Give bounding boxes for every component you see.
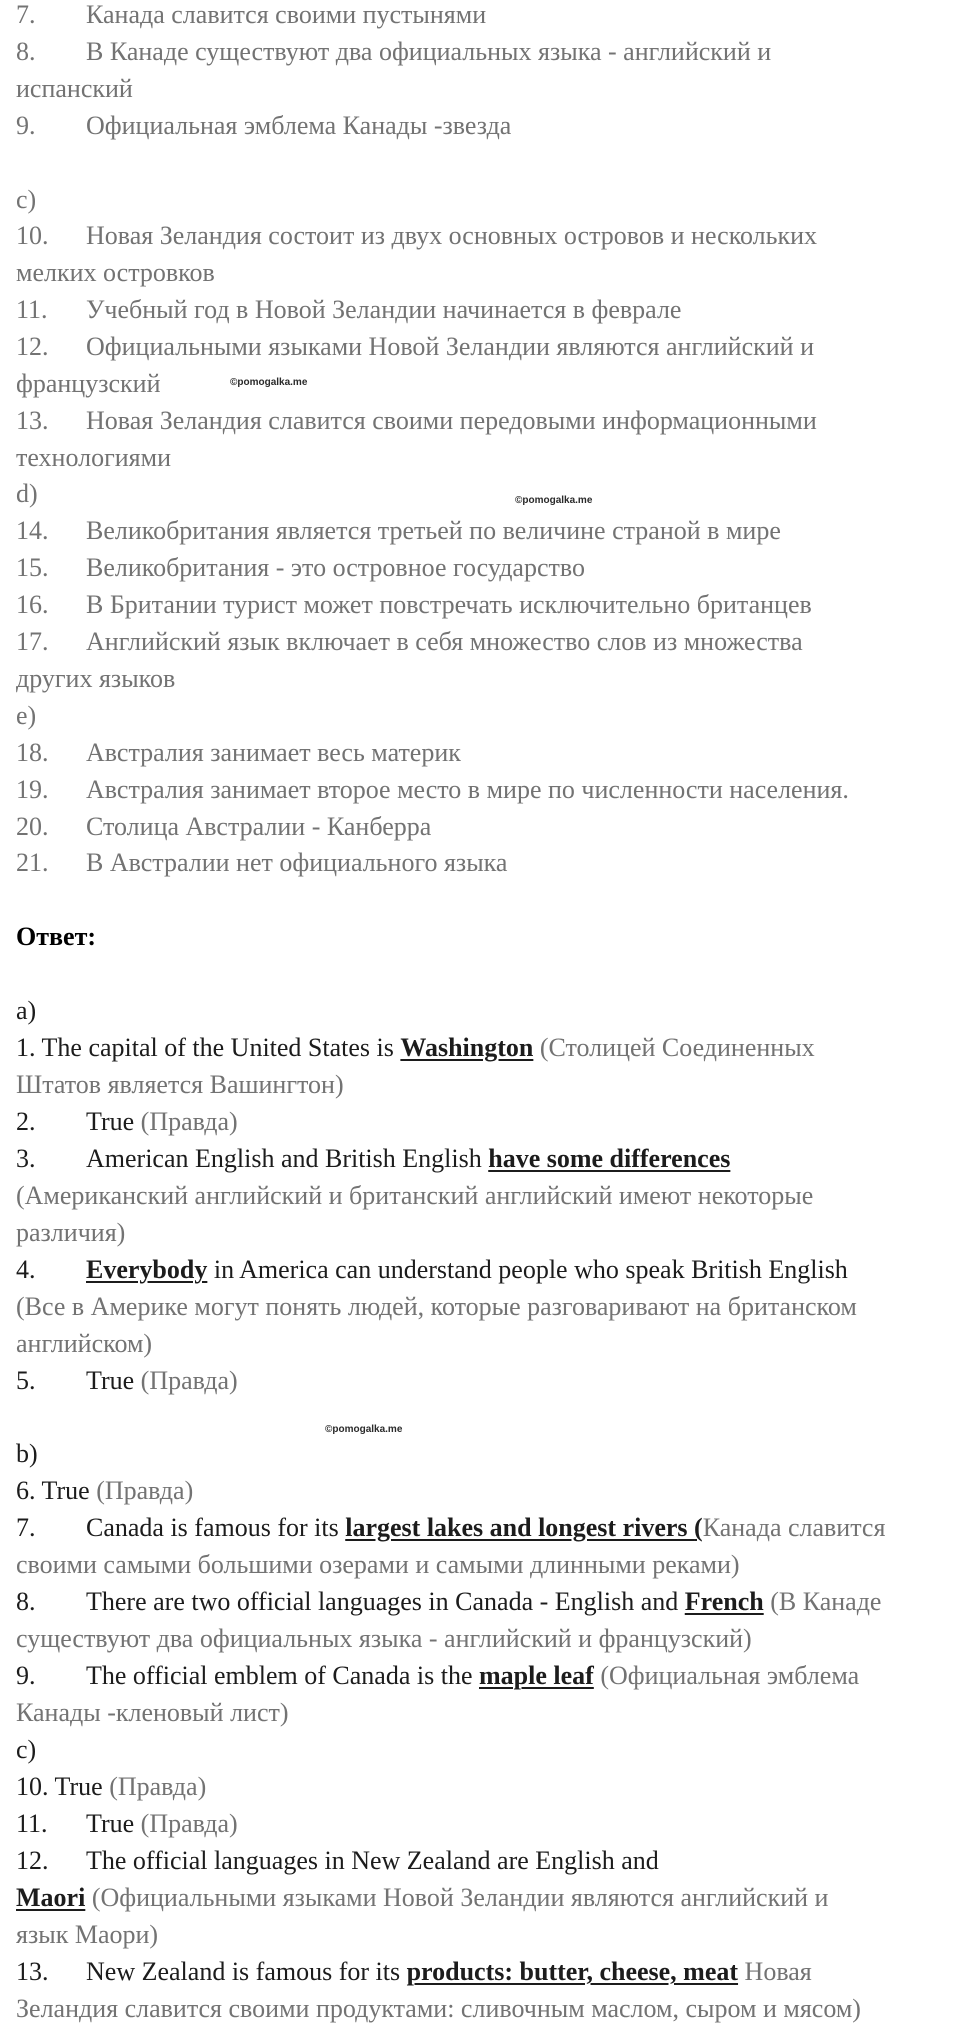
answer-3-highlight: have some differences: [488, 1144, 731, 1173]
statement-8: 8. В Канаде существуют два официальных языка - английский и: [16, 37, 772, 66]
answer-4-cont2: английском): [16, 1329, 153, 1358]
answer-12-cont2: язык Маори): [16, 1920, 159, 1949]
watermark-3: ©pomogalka.me: [325, 1424, 403, 1435]
answer-1: 1. The capital of the United States is Washington (Столицей Соединенных: [16, 1033, 815, 1062]
answer-9-highlight: maple leaf: [479, 1661, 594, 1690]
statement-14: 14. Великобритания является третьей по величине страной в мире: [16, 516, 781, 545]
answer-11: 11. True (Правда): [16, 1809, 238, 1838]
statement-21: 21. В Австралии нет официального языка: [16, 848, 508, 877]
answer-13-cont: Зеландия славится своими продуктами: сливочным маслом, сыром и мясом): [16, 1994, 861, 2023]
answer-3-cont2: различия): [16, 1218, 126, 1247]
section-d-label: d): [16, 479, 38, 508]
answer-section-b-label: b): [16, 1439, 38, 1468]
answer-3-cont: (Американский английский и британский английский имеют некоторые: [16, 1181, 814, 1210]
answer-8: 8. There are two official languages in Canada - English and French (В Канаде: [16, 1587, 882, 1616]
answer-10: 10. True (Правда): [16, 1772, 207, 1801]
answer-8-cont: существуют два официальных языка - английский и французский): [16, 1624, 752, 1653]
answer-4-highlight: Everybody: [86, 1255, 208, 1284]
answer-1-highlight: Washington: [400, 1033, 534, 1062]
answer-7: 7. Canada is famous for its largest lakes and longest rivers (Канада славится: [16, 1513, 886, 1542]
statement-12-cont: французский: [16, 369, 161, 398]
answer-2: 2. True (Правда): [16, 1107, 238, 1136]
statement-17: 17. Английский язык включает в себя множество слов из множества: [16, 627, 803, 656]
answer-9: 9. The official emblem of Canada is the maple leaf (Официальная эмблема: [16, 1661, 860, 1690]
statement-11: 11. Учебный год в Новой Зеландии начинается в феврале: [16, 295, 682, 324]
answer-4-cont: (Все в Америке могут понять людей, которые разговаривают на британском: [16, 1292, 857, 1321]
answer-3: 3. American English and British English have some differences: [16, 1144, 731, 1173]
answer-section-c-label: c): [16, 1735, 37, 1764]
statement-10-cont: мелких островков: [16, 258, 215, 287]
answer-13: 13. New Zealand is famous for its products: butter, cheese, meat Новая: [16, 1957, 812, 1986]
answer-9-cont: Канады -кленовый лист): [16, 1698, 289, 1727]
statement-20: 20. Столица Австралии - Канберра: [16, 812, 432, 841]
statement-10: 10. Новая Зеландия состоит из двух основных островов и нескольких: [16, 221, 818, 250]
statement-7: 7. Канада славится своими пустынями: [16, 0, 487, 29]
answer-13-highlight: products: butter, cheese, meat: [406, 1957, 739, 1986]
statement-9: 9. Официальная эмблема Канады -звезда: [16, 111, 512, 140]
answer-heading: Ответ:: [16, 922, 97, 951]
watermark-1: ©pomogalka.me: [230, 377, 308, 388]
statement-19: 19. Австралия занимает второе место в мире по численности населения.: [16, 775, 849, 804]
statement-15: 15. Великобритания - это островное государство: [16, 553, 585, 582]
answer-12-cont: Maori (Официальными языками Новой Зеландии являются английский и: [16, 1883, 829, 1912]
section-c-label: c): [16, 185, 37, 214]
statement-8-cont: испанский: [16, 74, 133, 103]
answer-12: 12. The official languages in New Zealand are English and: [16, 1846, 659, 1875]
watermark-2: ©pomogalka.me: [515, 495, 593, 506]
statement-12: 12. Официальными языками Новой Зеландии являются английский и: [16, 332, 814, 361]
answer-7-cont: своими самыми большими озерами и самыми длинными реками): [16, 1550, 740, 1579]
answer-5: 5. True (Правда): [16, 1366, 238, 1395]
statement-13-cont: технологиями: [16, 443, 172, 472]
statement-13: 13. Новая Зеландия славится своими передовыми информационными: [16, 406, 817, 435]
section-e-label: e): [16, 701, 37, 730]
statement-17-cont: других языков: [16, 664, 176, 693]
answer-4: 4. Everybody in America can understand people who speak British English: [16, 1255, 848, 1284]
answer-section-a-label: a): [16, 996, 37, 1025]
statement-16: 16. В Британии турист может повстречать исключительно британцев: [16, 590, 812, 619]
answer-8-highlight: French: [684, 1587, 764, 1616]
answer-7-highlight: largest lakes and longest rivers: [345, 1513, 695, 1542]
answer-12-highlight: Maori: [16, 1883, 86, 1912]
statement-18: 18. Австралия занимает весь материк: [16, 738, 461, 767]
answer-6: 6. True (Правда): [16, 1476, 194, 1505]
answer-1-cont: Штатов является Вашингтон): [16, 1070, 344, 1099]
